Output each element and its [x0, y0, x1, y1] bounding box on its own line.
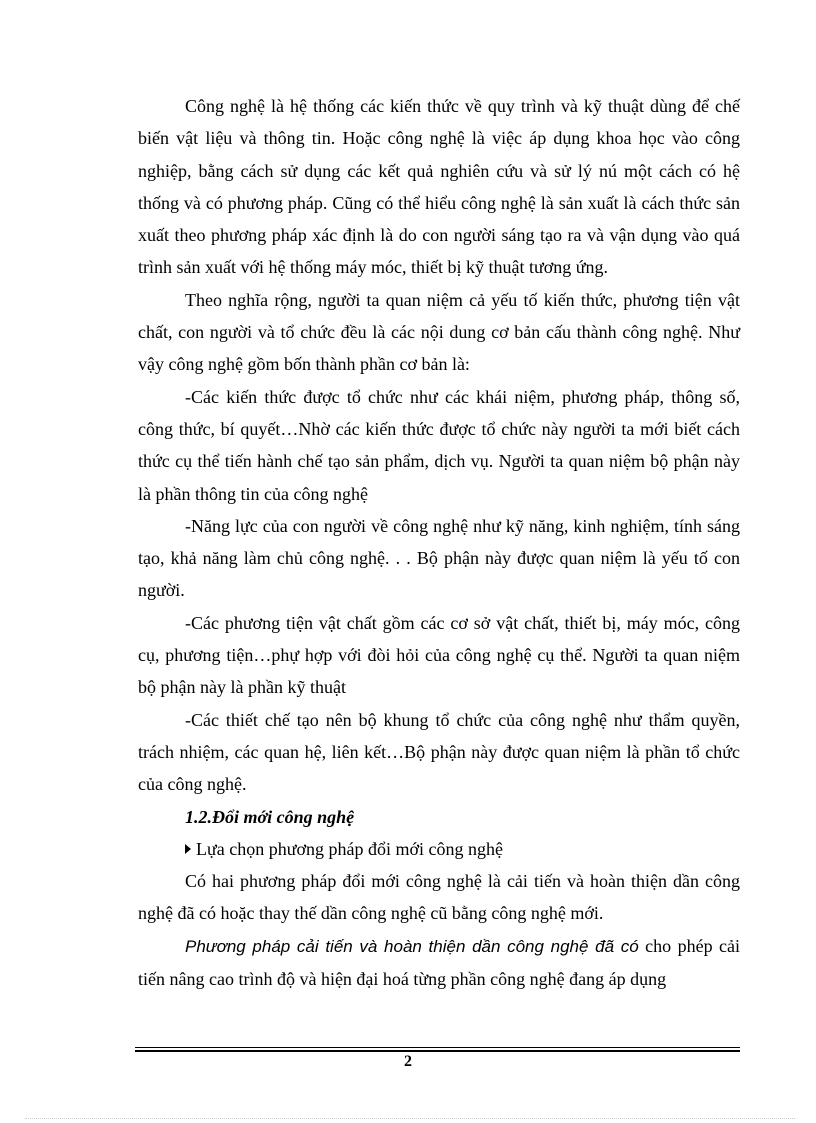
bullet-item-text: Lựa chọn phương pháp đổi mới công nghệ — [196, 838, 503, 859]
section-heading: 1.2.Đổi mới công nghệ — [185, 806, 355, 827]
triangle-bullet-icon — [185, 844, 191, 854]
paragraph-knowledge-component: -Các kiến thức được tổ chức như các khái niệm, phương pháp, thông số, công thức, bí quyết…Nhờ các kiến thức được tổ chức này người ta mới biết cách thức cụ thể tiến hành chế tạo sản phẩm, dịch vụ. Người ta quan niệm bộ phận này là phần thông tin của công nghệ — [138, 386, 740, 504]
page-number: 2 — [404, 1053, 412, 1070]
paragraph-technology-definition: Công nghệ là hệ thống các kiến thức về quy trình và kỹ thuật dùng để chế biến vật liệu và thông tin. Hoặc công nghệ là việc áp dụng khoa học vào công nghiệp, bằng cách sử dụng các kết quả nghiên cứu và sử lý nú một cách có hệ thống và có phương pháp. Cũng có thể hiểu công nghệ là sản xuất là cách thức sản xuất theo phương pháp xác định là do con người sáng tạo ra và vận dụng vào quá trình sản xuất với hệ thống máy móc, thiết bị kỹ thuật tương ứng. — [138, 96, 740, 278]
paragraph-improvement-rest: cho phép cải tiến nâng cao trình độ và hiện đại hoá từng phần công nghệ đang áp dụng — [138, 935, 740, 990]
paragraph-broad-meaning: Theo nghĩa rộng, người ta quan niệm cả yếu tố kiến thức, phương tiện vật chất, con người và tổ chức đều là các nội dung cơ bản cấu thành công nghệ. Như vậy công nghệ gồm bốn thành phần cơ bản là: — [138, 289, 740, 375]
body-text — [138, 90, 740, 995]
paragraph-two-methods: Có hai phương pháp đổi mới công nghệ là cải tiến và hoàn thiện dần công nghệ đã có hoặc thay thế dần công nghệ cũ bằng công nghệ mới. — [138, 871, 740, 924]
page-bottom-dotted-edge — [25, 1118, 795, 1119]
italic-method-name: Phương pháp cải tiến và hoàn thiện dần công nghệ đã có — [185, 936, 639, 956]
paragraph-technical-component: -Các phương tiện vật chất gồm các cơ sở vật chất, thiết bị, máy móc, công cụ, phương tiện…phự hợp với đòi hỏi của công nghệ cụ thể. Người ta quan niệm bộ phận này là phần kỹ thuật — [138, 612, 740, 698]
bullet-item — [138, 833, 740, 865]
paragraph-human-component: -Năng lực của con người về công nghệ như kỹ năng, kinh nghiệm, tính sáng tạo, khả năng làm chủ công nghệ. . . Bộ phận này được quan niệm là yếu tố con người. — [138, 515, 740, 601]
footer-double-rule — [135, 1047, 740, 1052]
paragraph-organization-component: -Các thiết chế tạo nên bộ khung tổ chức của công nghệ như thẩm quyền, trách nhiệm, các quan hệ, liên kết…Bộ phận này được quan niệm là phần tổ chức của công nghệ. — [138, 709, 740, 795]
paragraph-improvement-method — [138, 930, 740, 996]
